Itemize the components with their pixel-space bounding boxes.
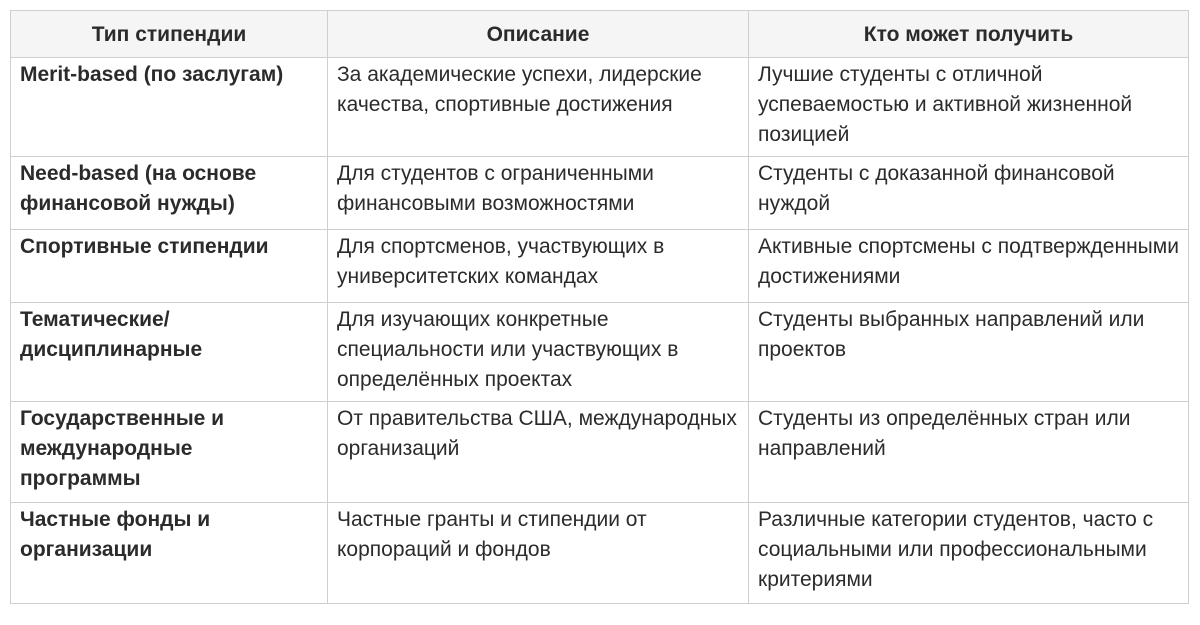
description-text: За академические успехи, лидерские качества, спортивные достижения: [337, 63, 702, 116]
table-row: [11, 303, 1189, 402]
type-text: Тематические/дисциплинарные: [20, 308, 203, 361]
type-cell: [11, 303, 328, 402]
eligibility-text: Лучшие студенты с отличной успеваемостью и активной жизненной позицией: [758, 63, 1133, 146]
eligibility-text: Активные спортсмены с подтвержденными достижениями: [758, 235, 1179, 288]
description-cell: [328, 303, 749, 402]
eligibility-text: Различные категории студентов, часто с социальными или профессиональными критериями: [758, 508, 1154, 591]
table-row: [11, 503, 1189, 604]
type-cell: [11, 503, 328, 604]
type-text: Need-based (на основе финансовой нужды): [20, 162, 257, 215]
table-row: [11, 402, 1189, 503]
type-cell: [11, 58, 328, 157]
table-row: [11, 58, 1189, 157]
type-text: Частные фонды и организации: [20, 508, 211, 561]
table-row: [11, 157, 1189, 230]
eligibility-text: Студенты из определённых стран или направлений: [758, 407, 1131, 460]
eligibility-cell: [749, 230, 1189, 303]
eligibility-cell: [749, 157, 1189, 230]
eligibility-cell: [749, 503, 1189, 604]
description-cell: [328, 503, 749, 604]
eligibility-text: Студенты с доказанной финансовой нуждой: [758, 162, 1115, 215]
description-cell: [328, 157, 749, 230]
description-text: Для спортсменов, участвующих в университетских командах: [337, 235, 665, 288]
header-eligibility: Кто может получить: [749, 11, 1189, 58]
description-text: От правительства США, международных организаций: [337, 407, 737, 460]
type-cell: [11, 402, 328, 503]
eligibility-cell: [749, 303, 1189, 402]
eligibility-cell: [749, 58, 1189, 157]
table-row: [11, 230, 1189, 303]
eligibility-cell: [749, 402, 1189, 503]
header-description: Описание: [328, 11, 749, 58]
type-text: Государственные и международные программы: [20, 407, 225, 490]
table-header-row: [11, 11, 1189, 58]
type-cell: [11, 230, 328, 303]
description-cell: [328, 230, 749, 303]
type-cell: [11, 157, 328, 230]
description-text: Частные гранты и стипендии от корпораций и фондов: [337, 508, 647, 561]
type-text: Спортивные стипендии: [20, 235, 269, 258]
description-cell: [328, 58, 749, 157]
header-type: Тип стипендии: [11, 11, 328, 58]
description-text: Для изучающих конкретные специальности или участвующих в определённых проектах: [337, 308, 679, 391]
type-text: Merit-based (по заслугам): [20, 63, 284, 86]
scholarship-table: [10, 10, 1189, 604]
eligibility-text: Студенты выбранных направлений или проектов: [758, 308, 1145, 361]
description-text: Для студентов с ограниченными финансовыми возможностями: [337, 162, 654, 215]
description-cell: [328, 402, 749, 503]
